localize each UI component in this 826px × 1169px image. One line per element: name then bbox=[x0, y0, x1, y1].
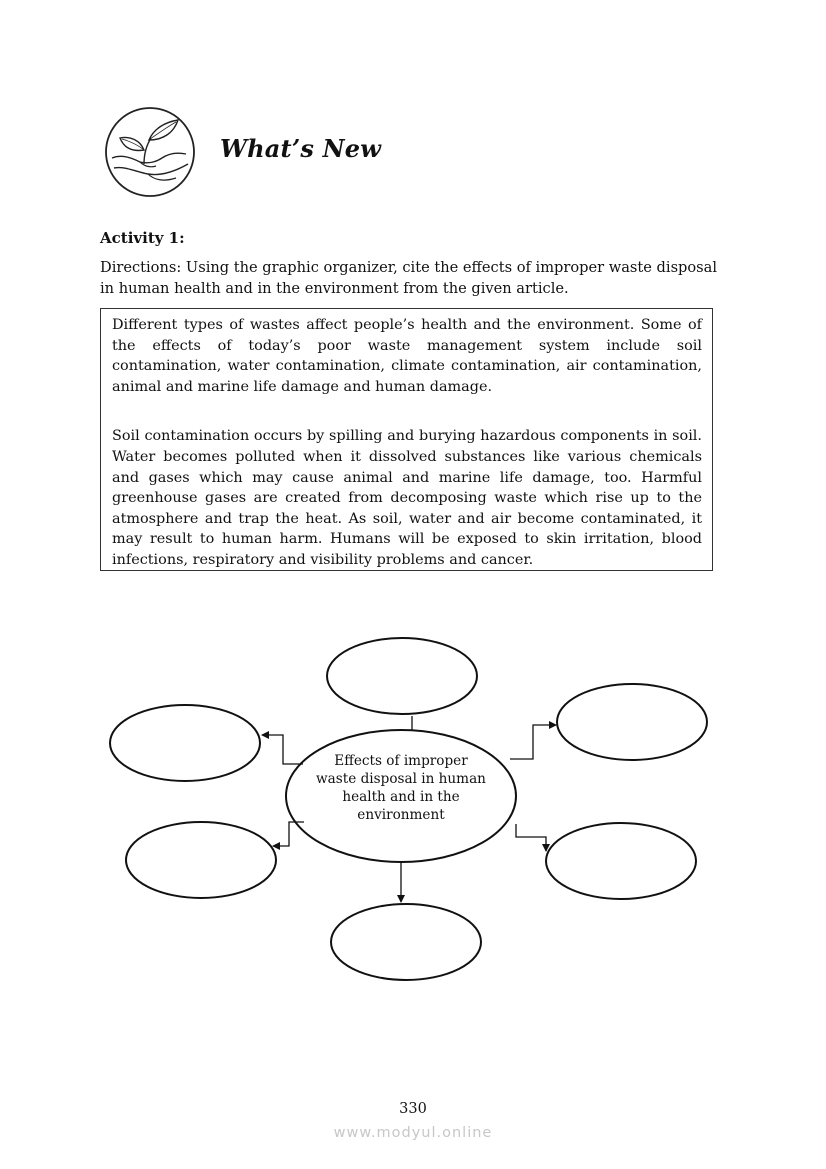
section-title: What’s New bbox=[220, 134, 382, 163]
connector-lower-right bbox=[516, 824, 546, 851]
activity-label: Activity 1: bbox=[100, 229, 185, 247]
article-paragraph: Soil contamination occurs by spilling and burying hazardous components in soil. Water becomes polluted when it dissolved substances like various chemicals and gases which may cause animal and marine life damage, too. Harmful greenhouse gases are created from decomposing waste which rise up to the atmosphere and trap the heat. As soil, water and air become contaminated, it may result to human harm. Humans will be exposed to skin irritation, blood infections, respiratory and visibility problems and cancer. bbox=[112, 428, 702, 568]
center-oval-label: Effects of improper waste disposal in human health and in the environment bbox=[316, 753, 486, 823]
page-number: 330 bbox=[399, 1101, 427, 1117]
answer-oval-upper-left[interactable] bbox=[110, 705, 260, 781]
answer-oval-bottom[interactable] bbox=[331, 904, 481, 980]
connector-upper-left bbox=[262, 735, 303, 764]
answer-oval-upper-right[interactable] bbox=[557, 684, 707, 760]
article-box bbox=[100, 308, 713, 571]
connector-upper-right bbox=[510, 725, 556, 759]
directions-text: Directions: Using the graphic organizer, cite the effects of improper waste disposal in human health and in the environment from the given article. bbox=[100, 259, 718, 297]
article-paragraph: Different types of wastes affect people’s health and the environment. Some of the effects of today’s poor waste management system include soil contamination, water contamination, climate contamination, air contamination, animal and marine life damage and human damage. bbox=[112, 317, 702, 395]
answer-oval-lower-left[interactable] bbox=[126, 822, 276, 898]
hand-holding-plant-icon bbox=[104, 106, 196, 198]
answer-oval-lower-right[interactable] bbox=[546, 823, 696, 899]
watermark: www.modyul.online bbox=[333, 1125, 493, 1141]
answer-oval-top[interactable] bbox=[327, 638, 477, 714]
